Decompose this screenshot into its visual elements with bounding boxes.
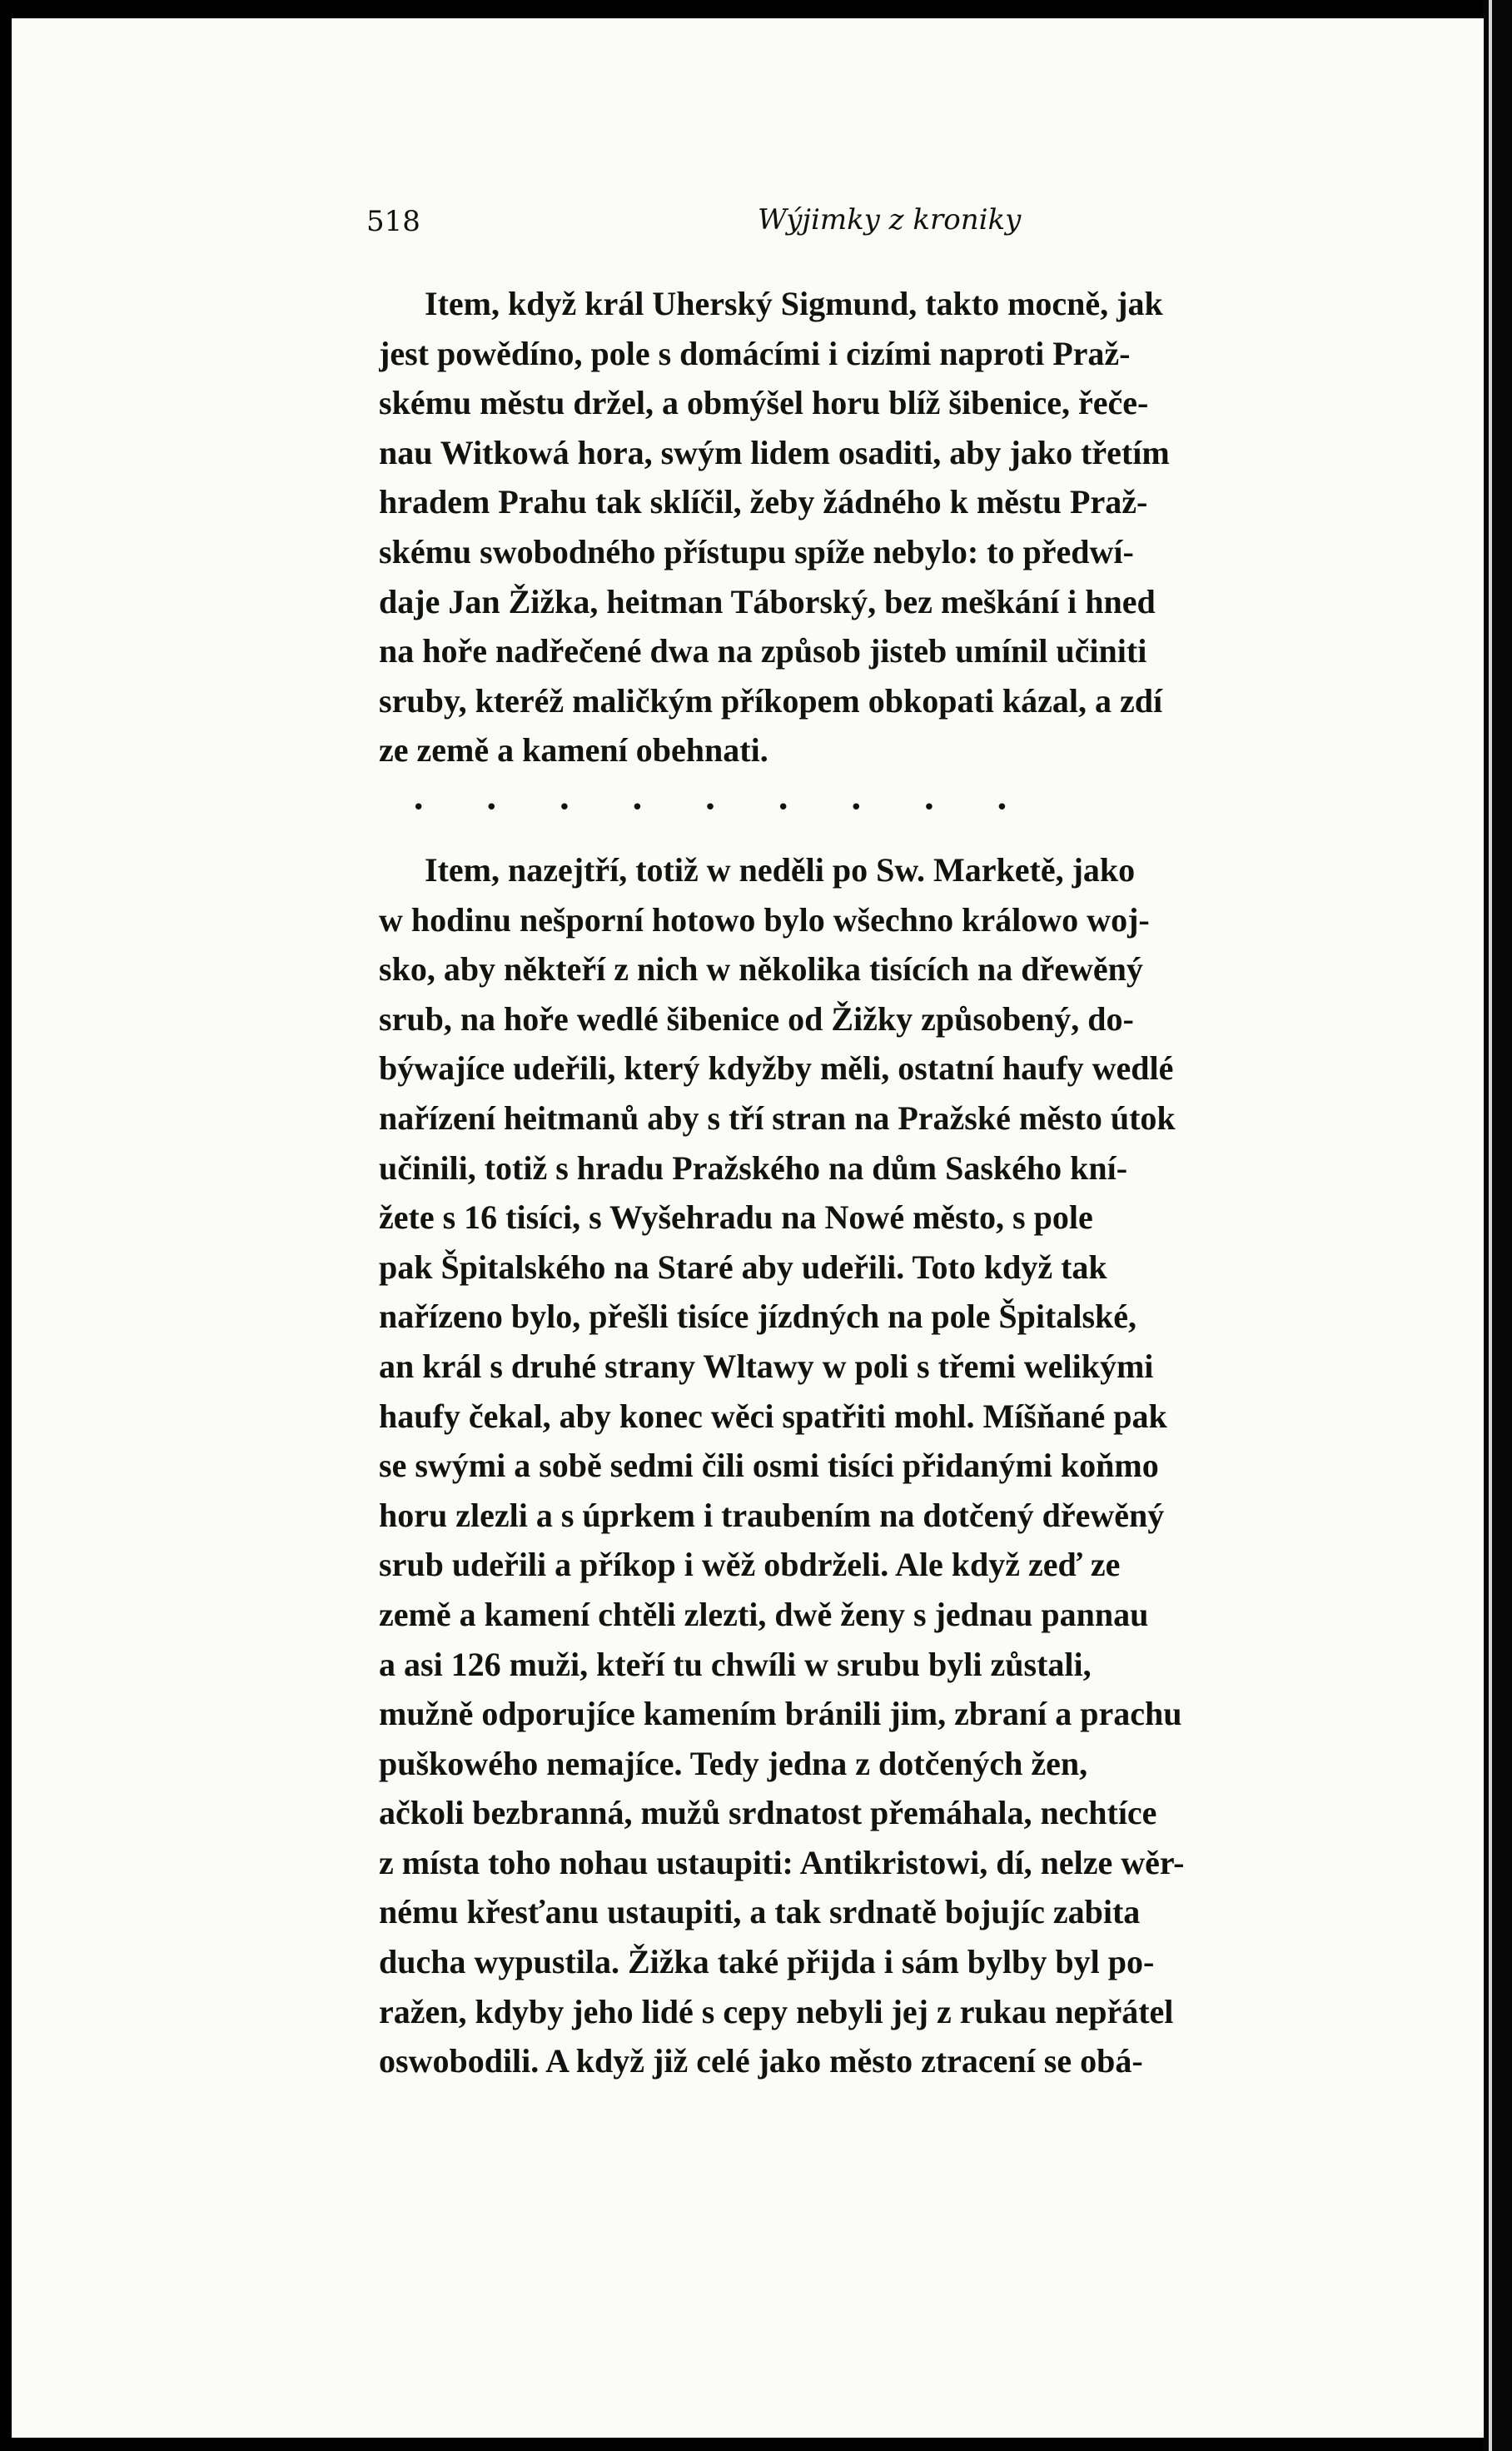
page-number: 518 (366, 205, 420, 238)
text-line: mužně odporujíce kamením bránili jim, zbraní a prachu (379, 1695, 1182, 1733)
paragraph-2 (379, 845, 1395, 2086)
text-line: a asi 126 muži, kteří tu chwíli w srubu byli zůstali, (379, 1645, 1092, 1683)
text-line: nau Witkowá hora, swým lidem osaditi, aby jako třetím (379, 433, 1170, 471)
page-header (366, 200, 1386, 250)
section-separator: • • • • • • • • • (412, 795, 1036, 820)
text-line: se swými a sobě sedmi čili osmi tisíci přidanými koňmo (379, 1447, 1159, 1485)
text-line: srub, na hoře wedlé šibenice od Žižky způsobený, do- (379, 999, 1134, 1038)
text-line: ze země a kamení obehnati. (379, 731, 768, 770)
text-line: Item, nazejtří, totiž w neděli po Sw. Marketě, jako (425, 851, 1136, 889)
text-line: sruby, kteréž maličkým příkopem obkopati kázal, a zdí (379, 681, 1163, 720)
text-line: oswobodili. A když již celé jako město ztracení se obá- (379, 2042, 1143, 2080)
text-line: hradem Prahu tak sklíčil, žeby žádného k městu Praž- (379, 483, 1148, 521)
text-line: nařízení heitmanů aby s tří stran na Pražské město útok (379, 1098, 1176, 1137)
text-line: na hoře nadřečené dwa na způsob jisteb umínil učiniti (379, 632, 1147, 670)
text-line: býwajíce udeřili, který kdyžby měli, ostatní haufy wedlé (379, 1049, 1174, 1088)
text-line: žete s 16 tisíci, s Wyšehradu na Nowé město, s pole (379, 1198, 1093, 1237)
text-line: an král s druhé strany Wltawy w poli s třemi welikými (379, 1347, 1154, 1385)
text-line: skému městu držel, a obmýšel horu blíž šibenice, řeče- (379, 384, 1149, 422)
text-line: w hodinu nešporní hotowo bylo wšechno králowo woj- (379, 900, 1150, 939)
text-line: ražen, kdyby jeho lidé s cepy nebyli jej z rukau nepřátel (379, 1992, 1174, 2030)
text-line: z místa toho nohau ustaupiti: Antikristowi, dí, nelze wěr- (379, 1843, 1185, 1881)
text-line: nařízeno bylo, přešli tisíce jízdných na pole Špitalské, (379, 1298, 1137, 1336)
text-line: horu zlezli a s úprkem i traubením na dotčený dřewěný (379, 1496, 1165, 1534)
text-line: ačkoli bezbranná, mužů srdnatost přemáhala, nechtíce (379, 1794, 1157, 1832)
text-line: pak Špitalského na Staré aby udeřili. Toto když tak (379, 1248, 1107, 1286)
paragraph-1 (379, 279, 1395, 775)
text-line: puškowého nemajíce. Tedy jedna z dotčených žen, (379, 1744, 1088, 1782)
text-line: jest powědíno, pole s domácími i cizími naproti Praž- (379, 334, 1131, 372)
page-edge-line (1489, 0, 1492, 2451)
text-line: Item, když král Uherský Sigmund, takto mocně, jak (425, 285, 1163, 322)
text-line: haufy čekal, aby konec wěci spatřiti mohl. Míšňané pak (379, 1397, 1167, 1435)
text-line: ducha wypustila. Žižka také přijda i sám bylby byl po- (379, 1943, 1155, 1981)
text-line: skému swobodného přístupu spíže nebylo: to předwí- (379, 532, 1134, 570)
text-line: sko, aby někteří z nich w několika tisících na dřewěný (379, 950, 1143, 989)
text-line: daje Jan Žižka, heitman Táborský, bez meškání i hned (379, 582, 1156, 620)
running-title: Wýjimky z kroniky (758, 203, 1022, 237)
text-line: srub udeřili a příkop i wěž obdrželi. Ale když zeď ze (379, 1546, 1121, 1584)
text-line: učinili, totiž s hradu Pražského na dům Saského kní- (379, 1148, 1128, 1187)
text-line: země a kamení chtěli zlezti, dwě ženy s jednau pannau (379, 1595, 1149, 1633)
text-line: nému křesťanu ustaupiti, a tak srdnatě bojujíc zabita (379, 1893, 1141, 1931)
